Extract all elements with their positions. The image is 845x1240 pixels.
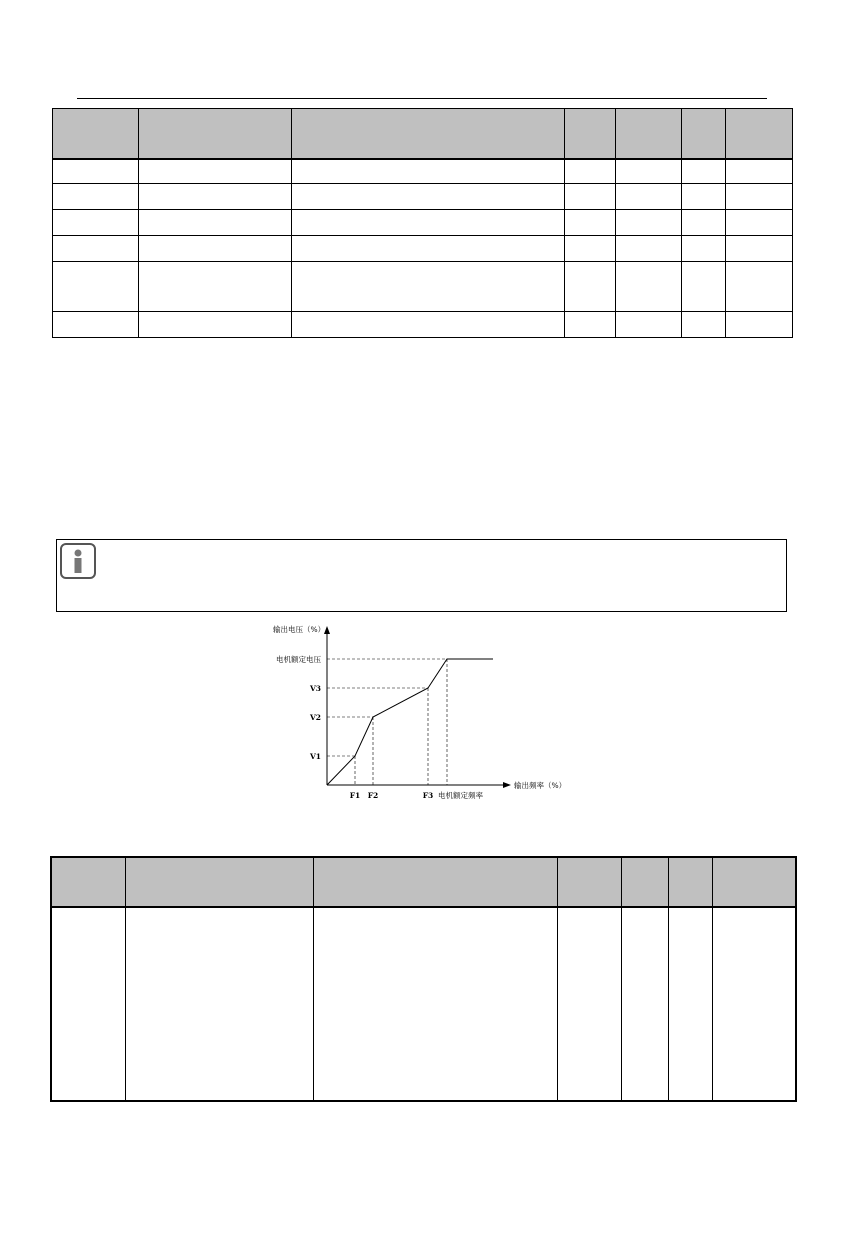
x-axis-arrow <box>503 782 511 788</box>
x-tick-label: F3 <box>422 791 434 800</box>
table-cell <box>51 907 125 1101</box>
header-cell <box>125 857 313 907</box>
table-header-row <box>51 857 796 907</box>
table-cell <box>53 262 139 312</box>
table-cell <box>139 159 292 184</box>
table-cell <box>668 907 712 1101</box>
table-cell <box>616 210 682 236</box>
table-cell <box>726 184 793 210</box>
note-box <box>56 539 787 612</box>
table-cell <box>682 184 726 210</box>
header-cell <box>682 109 726 159</box>
table-cell <box>565 312 616 338</box>
table-row <box>51 907 796 1101</box>
table-cell <box>313 907 557 1101</box>
table-cell <box>139 262 292 312</box>
table-cell <box>726 159 793 184</box>
header-cell <box>51 857 125 907</box>
table-row <box>53 210 793 236</box>
y-tick-label: V2 <box>309 713 321 722</box>
header-cell <box>616 109 682 159</box>
table-cell <box>53 159 139 184</box>
table-cell <box>682 262 726 312</box>
table-cell <box>682 312 726 338</box>
header-cell <box>621 857 668 907</box>
table-cell <box>292 236 565 262</box>
table-cell <box>682 236 726 262</box>
y-tick-label: V1 <box>309 752 321 761</box>
table-cell <box>53 236 139 262</box>
header-cell <box>292 109 565 159</box>
header-cell <box>139 109 292 159</box>
table-cell <box>139 184 292 210</box>
table-cell <box>616 262 682 312</box>
parameter-table-top <box>52 108 793 338</box>
header-cell <box>53 109 139 159</box>
x-axis-label: 输出频率（%） <box>514 781 567 790</box>
table-cell <box>139 312 292 338</box>
table-cell <box>565 159 616 184</box>
table-cell <box>125 907 313 1101</box>
table-row <box>53 262 793 312</box>
table-cell <box>726 210 793 236</box>
info-icon <box>60 543 96 579</box>
header-cell <box>313 857 557 907</box>
header-rule <box>77 98 767 99</box>
table-cell <box>557 907 621 1101</box>
table-cell <box>139 236 292 262</box>
y-tick-label: V3 <box>309 684 321 693</box>
table-cell <box>292 159 565 184</box>
table-header-row <box>53 109 793 159</box>
table-cell <box>565 236 616 262</box>
table-cell <box>726 312 793 338</box>
table-cell <box>616 236 682 262</box>
y-axis-label: 输出电压（%） <box>273 625 326 634</box>
table-cell <box>53 312 139 338</box>
table-cell <box>616 312 682 338</box>
table-cell <box>682 210 726 236</box>
header-cell <box>565 109 616 159</box>
table-cell <box>726 236 793 262</box>
vf-curve-chart <box>265 620 585 810</box>
parameter-table-bottom <box>50 856 797 1102</box>
table-cell <box>565 210 616 236</box>
table-row <box>53 236 793 262</box>
x-tick-label: 电机额定频率 <box>438 791 483 800</box>
table-cell <box>616 184 682 210</box>
x-tick-label: F1 <box>349 791 361 800</box>
header-cell <box>726 109 793 159</box>
table-row <box>53 312 793 338</box>
table-cell <box>292 184 565 210</box>
table-cell <box>682 159 726 184</box>
table-cell <box>565 184 616 210</box>
y-tick-label: 电机额定电压 <box>276 655 321 664</box>
table-cell <box>712 907 796 1101</box>
table-cell <box>616 159 682 184</box>
table-cell <box>53 210 139 236</box>
table-cell <box>621 907 668 1101</box>
header-cell <box>712 857 796 907</box>
table-cell <box>139 210 292 236</box>
x-tick-label: F2 <box>367 791 379 800</box>
header-cell <box>557 857 621 907</box>
table-cell <box>292 210 565 236</box>
table-row <box>53 184 793 210</box>
table-cell <box>53 184 139 210</box>
table-cell <box>565 262 616 312</box>
vf-series-line <box>327 659 493 785</box>
table-row <box>53 159 793 184</box>
header-cell <box>668 857 712 907</box>
table-cell <box>292 312 565 338</box>
table-cell <box>292 262 565 312</box>
table-cell <box>726 262 793 312</box>
